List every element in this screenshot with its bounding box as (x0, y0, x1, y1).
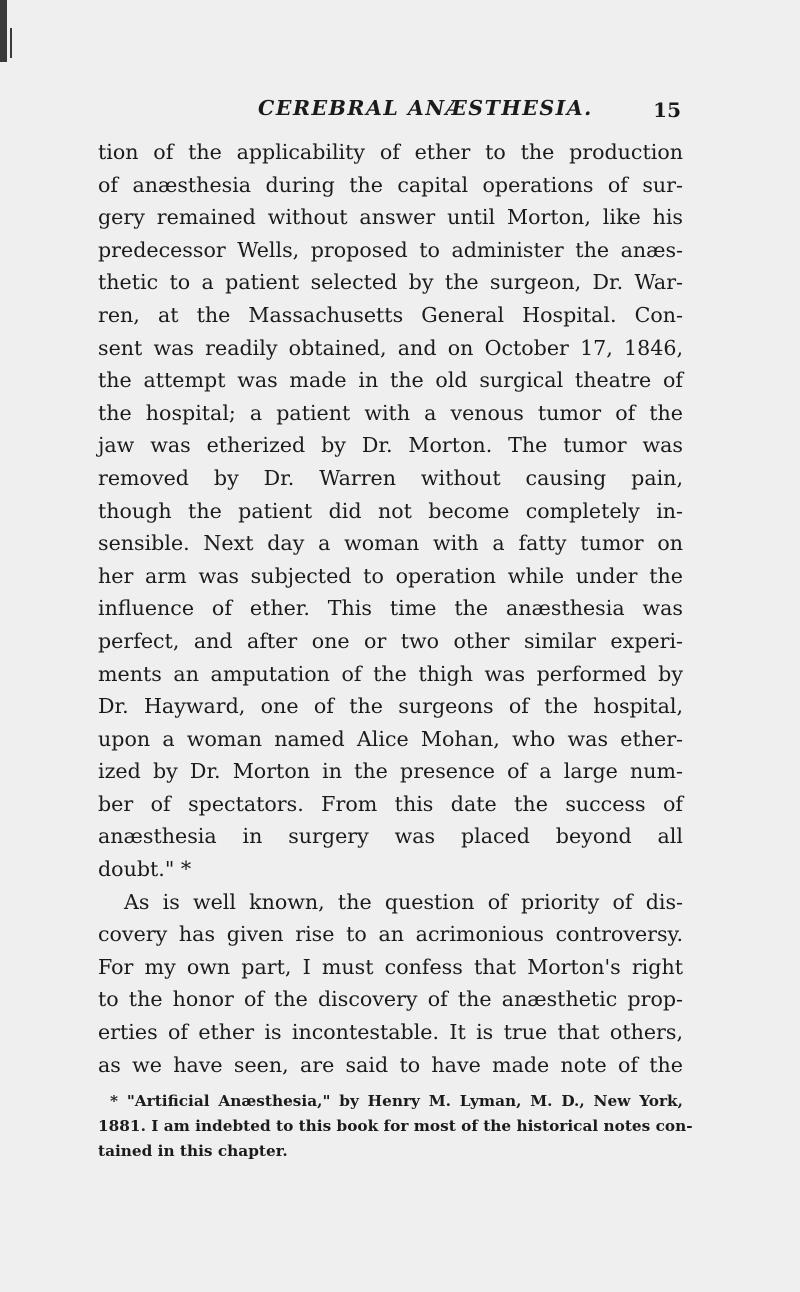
text-line: anæsthesia in surgery was placed beyond all (98, 824, 683, 849)
text-line: ized by Dr. Morton in the presence of a large num- (98, 759, 683, 784)
text-line: jaw was etherized by Dr. Morton. The tumor was (98, 433, 683, 458)
text-line: her arm was subjected to operation while under the (98, 563, 683, 588)
text-line: gery remained without answer until Morton, like his (98, 205, 683, 230)
footnote-line: 1881. I am indebted to this book for most of the historical notes con- (98, 1117, 693, 1136)
text-line: ber of spectators. From this date the success of (98, 791, 683, 816)
footnote-line: tained in this chapter. (98, 1142, 288, 1161)
text-line: to the honor of the discovery of the anæsthetic prop- (98, 987, 683, 1012)
text-line: perfect, and after one or two other similar experi- (98, 628, 683, 653)
body-text (98, 136, 683, 1081)
text-line: influence of ether. This time the anæsthesia was (98, 596, 683, 621)
text-line: the hospital; a patient with a venous tumor of the (98, 400, 683, 425)
paragraph-start-line: As is well known, the question of priority of dis- (124, 889, 683, 914)
footnote-line: * "Artificial Anæsthesia," by Henry M. Lyman, M. D., New York, (110, 1092, 683, 1111)
text-line: ren, at the Massachusetts General Hospital. Con- (98, 302, 683, 327)
text-line: predecessor Wells, proposed to administer the anæs- (98, 237, 683, 262)
text-line: thetic to a patient selected by the surgeon, Dr. War- (98, 270, 683, 295)
page-edge-mark-thin (10, 28, 12, 58)
page-edge-mark (0, 0, 7, 62)
book-page (98, 96, 693, 1164)
text-line: ments an amputation of the thigh was performed by (98, 661, 683, 686)
running-title: CEREBRAL ANÆSTHESIA. (258, 96, 593, 120)
text-line: covery has given rise to an acrimonious controversy. (98, 922, 683, 947)
text-line: removed by Dr. Warren without causing pain, (98, 465, 683, 490)
text-line: erties of ether is incontestable. It is true that others, (98, 1020, 683, 1045)
footnote (98, 1089, 693, 1164)
running-head (98, 96, 683, 136)
text-line: the attempt was made in the old surgical theatre of (98, 368, 683, 393)
text-line: Dr. Hayward, one of the surgeons of the hospital, (98, 694, 683, 719)
page-number: 15 (653, 98, 681, 122)
text-line: though the patient did not become completely in- (98, 498, 683, 523)
text-line: tion of the applicability of ether to the production (98, 140, 683, 164)
text-line: as we have seen, are said to have made note of the (98, 1052, 683, 1077)
text-line: sent was readily obtained, and on October 17, 1846, (98, 335, 683, 360)
text-line: upon a woman named Alice Mohan, who was ether- (98, 726, 683, 751)
text-line: For my own part, I must confess that Morton's right (98, 954, 683, 979)
text-line: sensible. Next day a woman with a fatty tumor on (98, 531, 683, 556)
text-line: of anæsthesia during the capital operations of sur- (98, 172, 683, 197)
paragraph-end-line: doubt." * (98, 857, 192, 882)
